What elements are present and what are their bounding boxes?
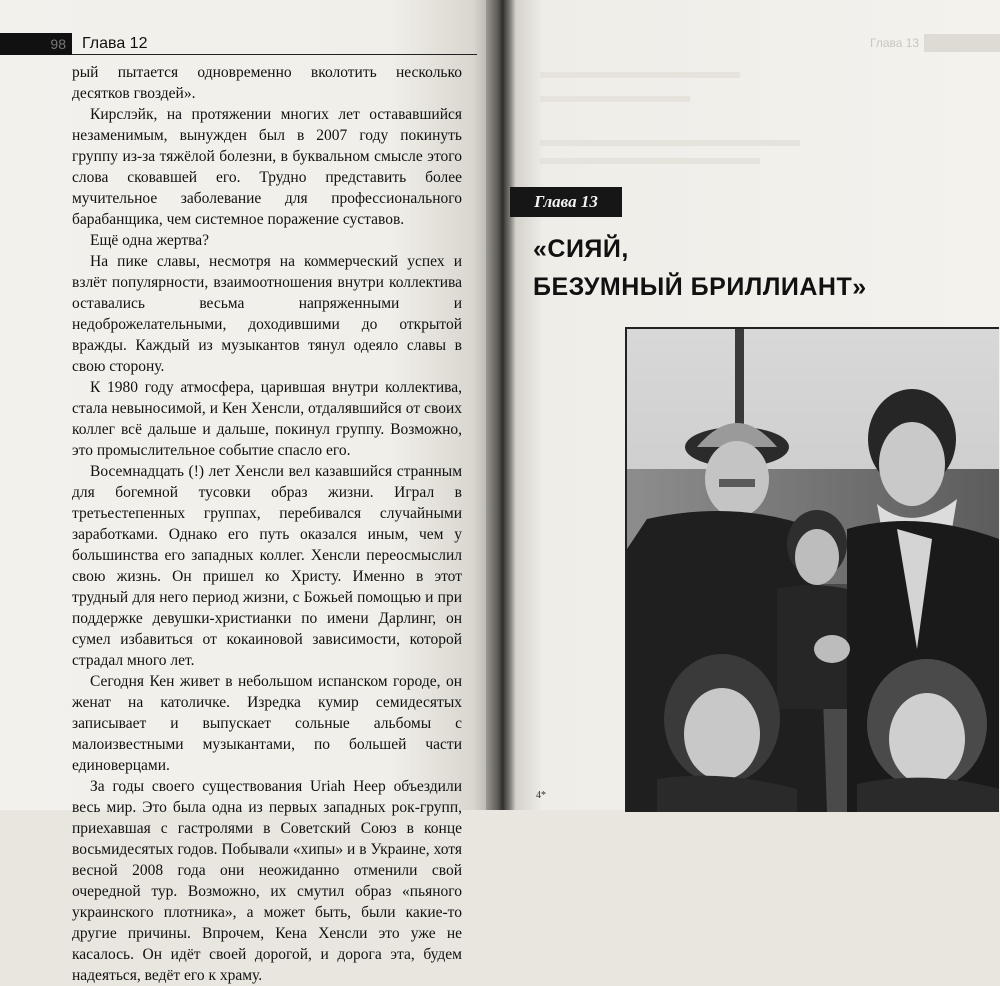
show-through-line [540,158,760,164]
right-page-number-box [924,34,1000,52]
paragraph: На пике славы, несмотря на коммерческий успех и взлёт популярности, взаимоотношения внутри коллектива оставались весьма напряженными и недоброжелательными, доходившими до открытой вражды. Каждый из музыкантов тянул одеяло славы в свою сторону. [72,253,462,375]
header-rule [72,54,477,55]
show-through-line [540,96,690,102]
left-running-header [0,33,478,55]
paragraph: Восемнадцать (!) лет Хенсли вел казавшийся странным для богемной тусовки образ жизни. Играл в третьестепенных группах, перебивался случайными заработками. Однако его путь оказался иным, чем у большинства его западных коллег. Хенсли переосмыслил свою жизнь. Он пришел ко Христу. Именно в этот трудный для него период жизни, с Божьей помощью и при поддержке девушки-христианки по имени Дарлинг, он сумел избавиться от кокаиновой зависимости, которой страдал много лет. [72,463,462,669]
band-photo-illustration [627,329,999,812]
left-body-text [72,62,462,986]
chapter-label: Глава 13 [510,187,622,217]
chapter-title-line: БЕЗУМНЫЙ БРИЛЛИАНТ» [533,273,867,301]
book-gutter [486,0,516,810]
band-photo [625,327,999,812]
signature-mark: 4* [536,790,546,801]
show-through-line [540,140,800,146]
show-through-line [540,72,740,78]
left-chapter-head: Глава 12 [82,35,148,52]
paragraph: Ещё одна жертва? [90,232,209,249]
chapter-title [533,230,953,306]
left-page-number: 98 [0,33,72,55]
paragraph: К 1980 году атмосфера, царившая внутри коллектива, стала невыносимой, и Кен Хенсли, отдалявшийся от своих коллег всё дальше и дальше, покинул группу. Возможно, это промыслительное событие спасло его. [72,379,462,459]
paragraph: За годы своего существования Uriah Heep объездили весь мир. Это была одна из первых западных рок-групп, приехавшая с гастролями в Советский Союз в конце восьмидесятых годов. Побывали «хипы» и в Украине, хотя весной 2008 года они неожиданно отменили свой очередной тур. Возможно, их смутил образ «пьяного украинского плотника», а может быть, были какие-то другие причины. Впрочем, Кена Хенсли это уже не касалось. Он идёт своей дорогой, и дорога эта, будем надеяться, ведёт его к храму. [72,778,462,984]
paragraph: рый пытается одновременно вколотить несколько десятков гвоздей». [72,64,462,102]
chapter-title-line: «СИЯЙ, [533,235,629,263]
paragraph: Сегодня Кен живет в небольшом испанском городе, он женат на католичке. Изредка кумир семидесятых записывает и выпускает сольные альбомы с малоизвестными музыкантами, по большей части единоверцами. [72,673,462,774]
right-chapter-head: Глава 13 [870,36,920,50]
right-running-header [860,34,1000,54]
paragraph: Кирслэйк, на протяжении многих лет остававшийся незаменимым, вынужден был в 2007 году покинуть группу из-за тяжёлой болезни, в буквальном смысле этого слова сковавшей его. Трудно представить более мучительное заболевание для профессионального барабанщика, чем системное поражение суставов. [72,106,462,228]
